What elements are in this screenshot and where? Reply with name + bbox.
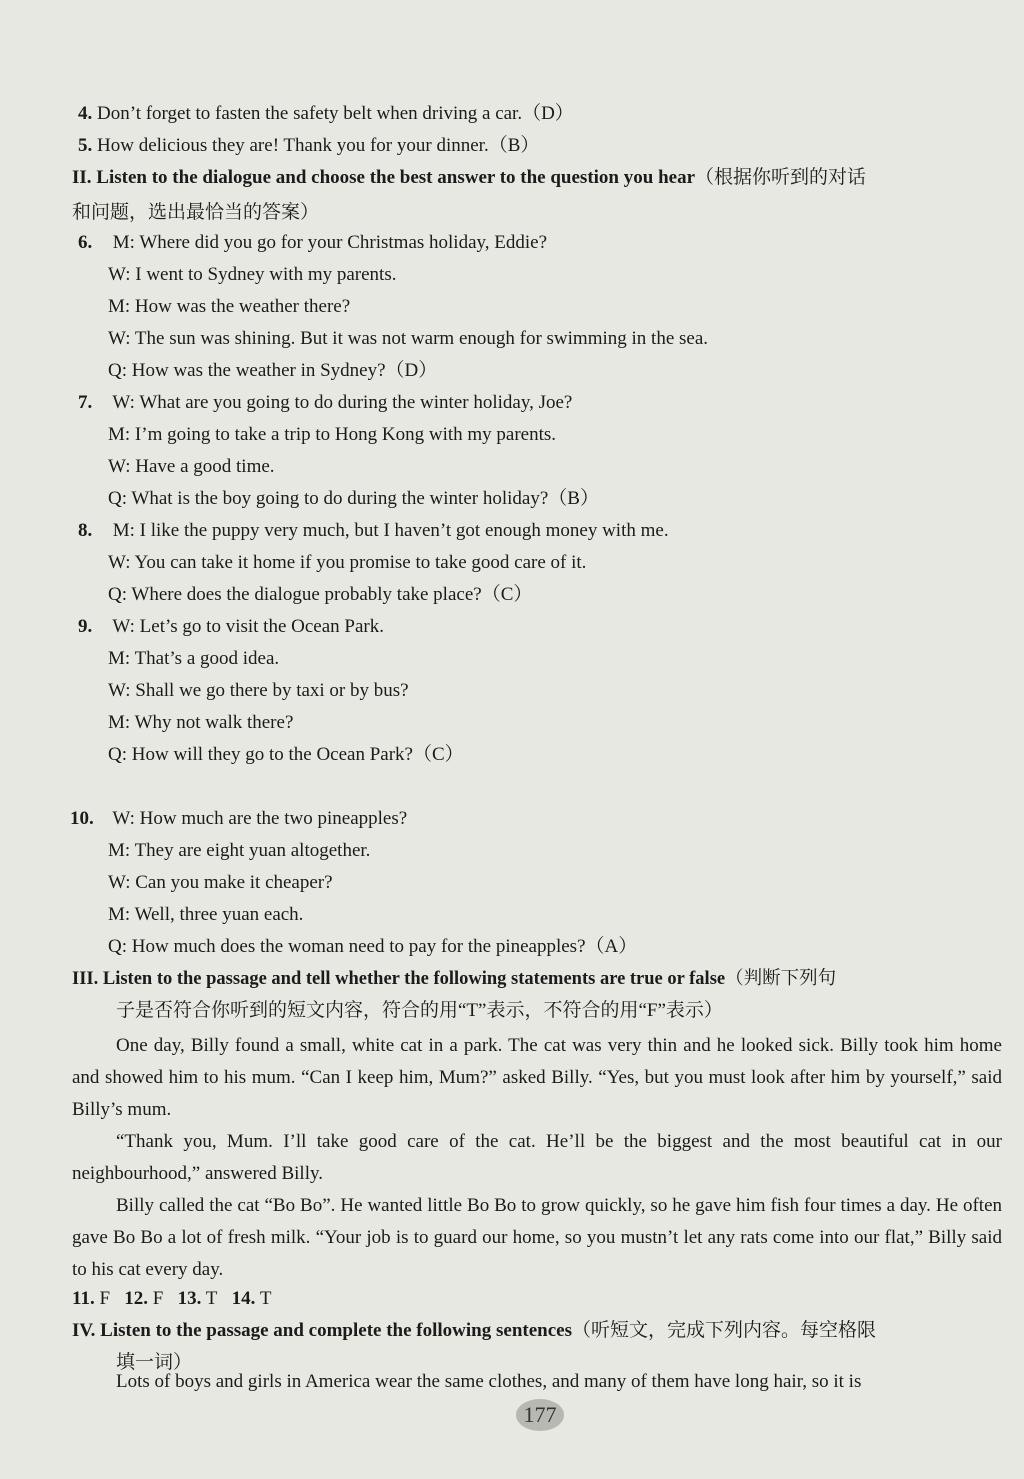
passage-4-first-line: Lots of boys and girls in America wear the same clothes, and many of them have long hair, so it is <box>116 1371 862 1392</box>
dialogue-9: 9. W: Let’s go to visit the Ocean Park. <box>78 616 384 637</box>
dialogue-line: W: You can take it home if you promise to take good care of it. <box>108 552 587 573</box>
dialogue-line: M: They are eight yuan altogether. <box>108 840 371 861</box>
passage-3-paragraph: Billy called the cat “Bo Bo”. He wanted little Bo Bo to grow quickly, so he gave him fish four times a day. He often gave Bo Bo a lot of fresh milk. “Your job is to guard our home, so you mustn’t let any rats come into our flat,” Billy said to his cat every day. <box>72 1195 1002 1280</box>
dialogue-question: Q: How much does the woman need to pay for the pineapples?（A） <box>108 936 638 957</box>
dialogue-6: 6. M: Where did you go for your Christmas holiday, Eddie? <box>78 232 548 253</box>
dialogue-line: M: How was the weather there? <box>108 296 351 317</box>
dialogue-8: 8. M: I like the puppy very much, but I haven’t got enough money with me. <box>78 520 669 541</box>
dialogue-line: W: I went to Sydney with my parents. <box>108 264 397 285</box>
dialogue-line: M: Why not walk there? <box>108 712 294 733</box>
dialogue-line: W: The sun was shining. But it was not warm enough for swimming in the sea. <box>108 328 709 349</box>
dialogue-line: W: Have a good time. <box>108 456 275 477</box>
dialogue-line: M: That’s a good idea. <box>108 648 280 669</box>
section-2-heading-cont: 和问题，选出最恰当的答案） <box>72 202 320 223</box>
section-4-heading: IV. Listen to the passage and complete the following sentences（听短文，完成下列内容。每空格限 <box>72 1320 876 1341</box>
item-4: 4. Don’t forget to fasten the safety belt when driving a car.（D） <box>78 103 574 124</box>
dialogue-line: M: I’m going to take a trip to Hong Kong with my parents. <box>108 424 557 445</box>
page-number: 177 <box>516 1399 564 1431</box>
item-5: 5. How delicious they are! Thank you for your dinner.（B） <box>78 135 540 156</box>
dialogue-10: 10. W: How much are the two pineapples? <box>70 808 408 829</box>
dialogue-question: Q: Where does the dialogue probably take place?（C） <box>108 584 533 605</box>
dialogue-question: Q: How was the weather in Sydney?（D） <box>108 360 438 381</box>
passage-3-paragraph: One day, Billy found a small, white cat in a park. The cat was very thin and he looked sick. Billy took him home and showed him to his mum. “Can I keep him, Mum?” asked Billy. “Yes, but you must look after him by yourself,” said Billy’s mum. <box>72 1035 1002 1120</box>
section-3-heading-cont: 子是否符合你听到的短文内容，符合的用“T”表示，不符合的用“F”表示） <box>116 1000 723 1021</box>
dialogue-question: Q: How will they go to the Ocean Park?（C） <box>108 744 464 765</box>
section-4-heading-cont: 填一词） <box>116 1352 193 1373</box>
dialogue-line: W: Can you make it cheaper? <box>108 872 333 893</box>
section-2-heading: II. Listen to the dialogue and choose the best answer to the question you hear（根据你听到的对话 <box>72 167 867 188</box>
passage-3-paragraph: “Thank you, Mum. I’ll take good care of the cat. He’ll be the biggest and the most beautiful cat in our neighbourhood,” answered Billy. <box>72 1131 1002 1184</box>
dialogue-question: Q: What is the boy going to do during the winter holiday?（B） <box>108 488 599 509</box>
dialogue-line: M: Well, three yuan each. <box>108 904 304 925</box>
answers-11-14: 11. F 12. F 13. T 14. T <box>72 1288 272 1309</box>
section-3-heading: III. Listen to the passage and tell whether the following statements are true or false（判断下列句 <box>72 969 837 989</box>
dialogue-line: W: Shall we go there by taxi or by bus? <box>108 680 409 701</box>
dialogue-7: 7. W: What are you going to do during the winter holiday, Joe? <box>78 392 573 413</box>
